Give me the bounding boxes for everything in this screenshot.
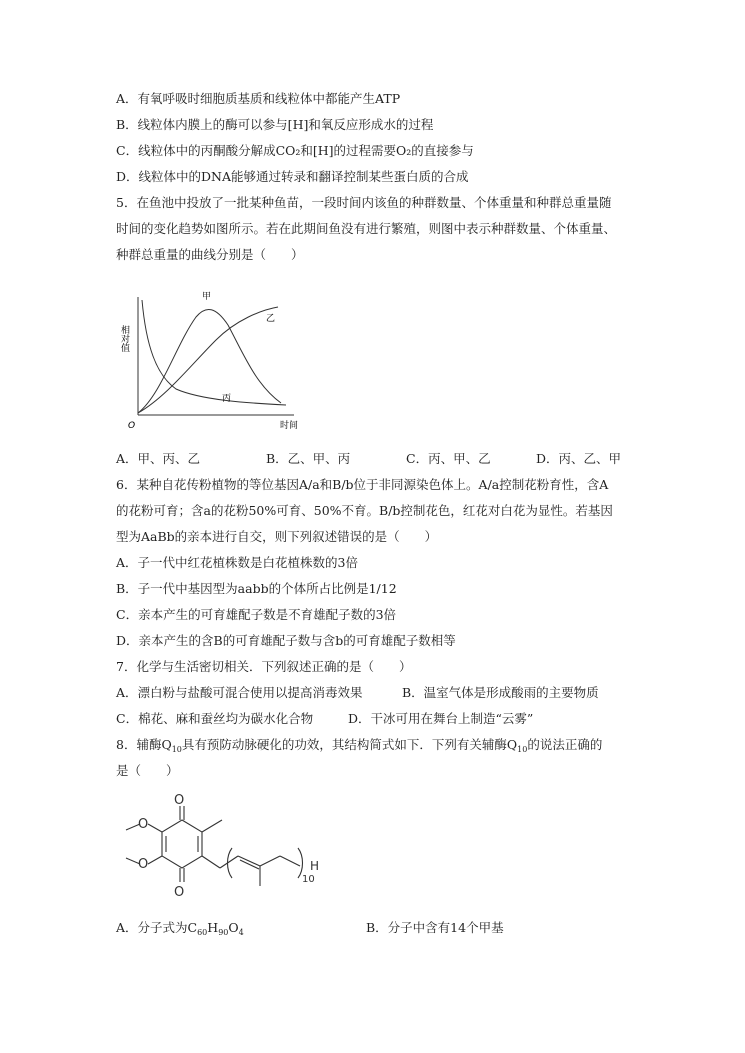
q6-stem-line-3: 型为AaBb的亲本进行自交，则下列叙述错误的是（ ） [116, 529, 438, 544]
repeat-count: 10 [302, 874, 315, 885]
q8-stem-line-1 [116, 737, 602, 758]
q5-stem-line-2: 时间的变化趋势如图所示。若在此期间鱼没有进行繁殖，则图中表示种群数量、个体重量、 [116, 221, 617, 236]
q8-stem-sub1: 10 [171, 745, 182, 754]
curve-yi [138, 307, 278, 413]
q5-option-d: D．丙、乙、甲 [536, 451, 622, 466]
q7-option-c: C．棉花、麻和蚕丝均为碳水化合物 [116, 711, 314, 726]
q5-option-c: C．丙、甲、乙 [406, 451, 491, 466]
q4-option-d: D．线粒体中的DNA能够通过转录和翻译控制某些蛋白质的合成 [116, 169, 469, 184]
label-bing: 丙 [222, 394, 232, 404]
q6-option-c: C．亲本产生的可育雄配子数是不育雄配子数的3倍 [116, 607, 397, 622]
q7-stem: 7．化学与生活密切相关．下列叙述正确的是（ ） [116, 659, 412, 674]
q5-option-a: A．甲、丙、乙 [116, 451, 201, 466]
q5-stem-line-3: 种群总重量的曲线分别是（ ） [116, 247, 304, 262]
svg-text:O: O [174, 793, 185, 808]
q7-option-d: D．干冰可用在舞台上制造“云雾” [348, 711, 534, 726]
q6-option-a: A．子一代中红花植株数是白花植株数的3倍 [116, 555, 358, 570]
q4-option-a: A．有氧呼吸时细胞质基质和线粒体中都能产生ATP [116, 91, 401, 106]
q8-stem-line-2: 是（ ） [116, 763, 179, 778]
label-yi: 乙 [266, 314, 276, 324]
q7-option-a: A．漂白粉与盐酸可混合使用以提高消毒效果 [116, 685, 363, 700]
q8-stem-part2: 具有预防动脉硬化的功效，其结构简式如下．下列有关辅酶Q [181, 737, 518, 752]
svg-text:O: O [138, 857, 149, 872]
curve-bing [142, 300, 286, 405]
label-jia: 甲 [202, 292, 212, 302]
q8-option-a-h: H [207, 920, 219, 935]
q8-stem-part3: 的说法正确的 [527, 737, 603, 752]
q8-options [116, 920, 636, 938]
q6-option-b: B．子一代中基因型为aabb的个体所占比例是1/12 [116, 581, 397, 596]
q5-options [116, 451, 636, 467]
x-axis-label: 时间 [280, 421, 299, 431]
q8-option-a-sub1: 60 [197, 928, 208, 937]
q5-option-b: B．乙、甲、丙 [266, 451, 351, 466]
q8-option-a-sub2: 90 [218, 928, 229, 937]
q7-option-b: B．温室气体是形成酸雨的主要物质 [402, 685, 599, 700]
q7-options-row-2 [116, 711, 636, 727]
q6-stem-line-1: 6．某种自花传粉植物的等位基因A/a和B/b位于非同源染色体上。A/a控制花粉育性，含A [116, 477, 609, 492]
svg-text:O: O [138, 817, 149, 832]
svg-text:O: O [174, 885, 185, 900]
q5-stem-line-1: 5．在鱼池中投放了一批某种鱼苗，一段时间内该鱼的种群数量、个体重量和种群总重量随 [116, 195, 612, 210]
q6-stem-line-2: 的花粉可育；含a的花粉50%可育、50%不育。B/b控制花色，红花对白花为显性。若基因 [116, 503, 613, 518]
terminal-h: H [310, 859, 320, 873]
coenzyme-q10-structure [112, 790, 362, 900]
q8-stem-sub2: 10 [517, 745, 528, 754]
q8-option-a-prefix: A．分子式为C [116, 920, 198, 935]
q6-option-d: D．亲本产生的含B的可育雄配子数与含b的可育雄配子数相等 [116, 633, 456, 648]
q8-option-a-o: O [228, 920, 239, 935]
q8-stem-part1: 8．辅酶Q [116, 737, 172, 752]
q8-option-a-sub3: 4 [238, 928, 244, 937]
q8-option-b: B．分子中含有14个甲基 [366, 920, 504, 935]
q7-options-row-1 [116, 685, 636, 701]
q5-chart [116, 285, 306, 435]
q4-option-c: C．线粒体中的丙酮酸分解成CO₂和[H]的过程需要O₂的直接参与 [116, 143, 474, 158]
origin-label: O [128, 421, 136, 431]
q8-option-a [116, 920, 244, 941]
y-axis-label: 相对值 [119, 325, 129, 352]
q4-option-b: B．线粒体内膜上的酶可以参与[H]和氧反应形成水的过程 [116, 117, 434, 132]
